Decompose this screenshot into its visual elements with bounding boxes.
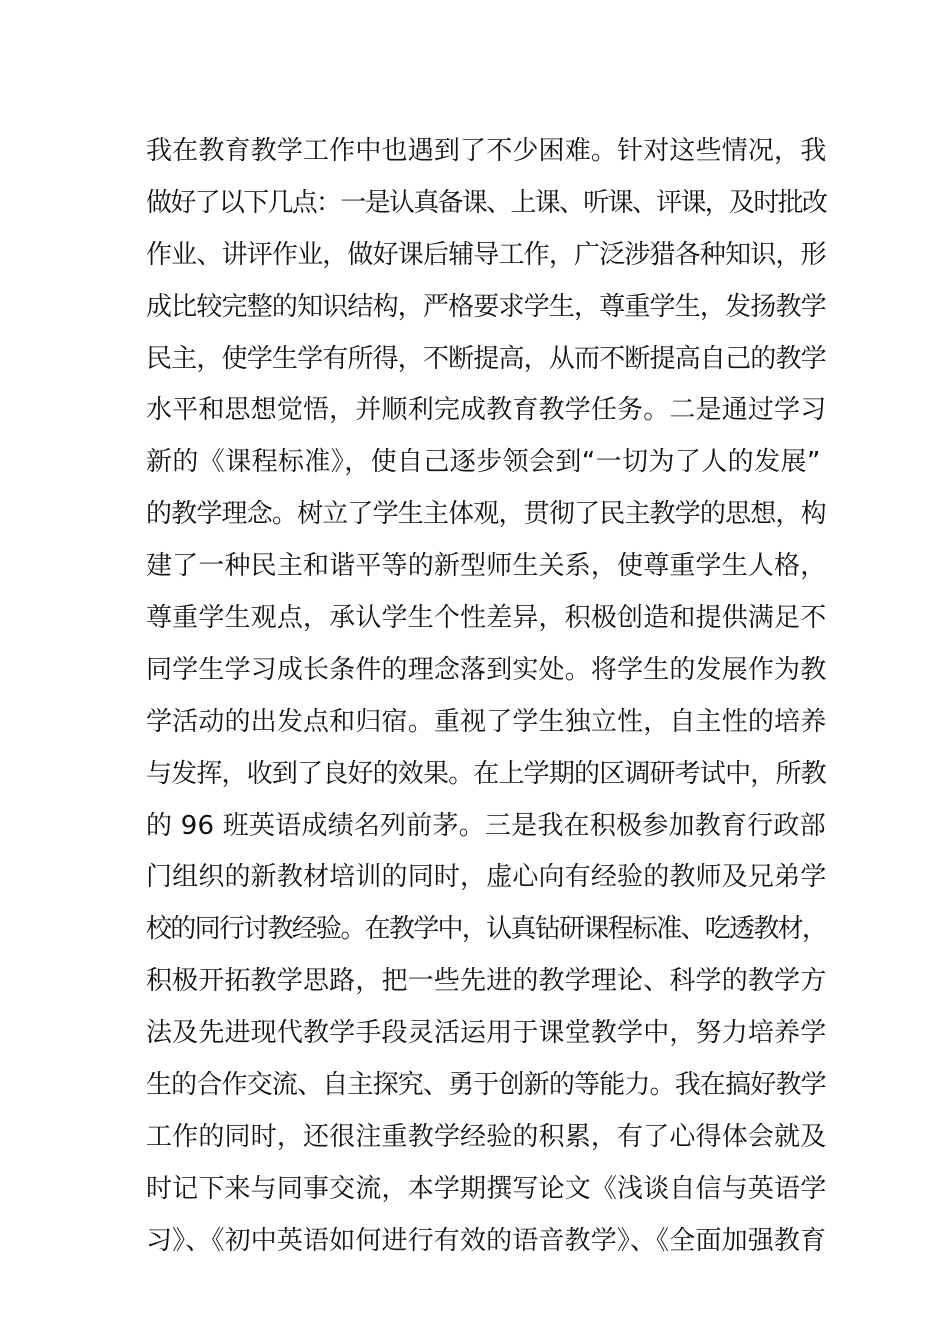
- text-line: 工作的同时，还很注重教学经验的积累，有了心得体会就及: [146, 1121, 827, 1152]
- text-line: 的 96 班英语成绩名列前茅。三是我在积极参加教育行政部: [146, 810, 826, 841]
- text-line: 学活动的出发点和归宿。重视了学生独立性，自主性的培养: [146, 706, 827, 737]
- text-line: 校的同行讨教经验。在教学中，认真钻研课程标准、吃透教材，: [146, 914, 827, 945]
- text-line: 积极开拓教学思路，把一些先进的教学理论、科学的教学方: [146, 966, 827, 997]
- text-line: 新的《课程标准》，使自己逐步领会到“一切为了人的发展”: [146, 447, 821, 478]
- text-line: 的教学理念。树立了学生主体观，贯彻了民主教学的思想，构: [146, 499, 826, 530]
- text-line: 生的合作交流、自主探究、勇于创新的等能力。我在搞好教学: [146, 1070, 826, 1101]
- text-line: 门组织的新教材培训的同时，虚心向有经验的教师及兄弟学: [146, 862, 827, 893]
- text-line: 民主，使学生学有所得，不断提高，从而不断提高自己的教学: [146, 343, 826, 374]
- text-line: 法及先进现代教学手段灵活运用于课堂教学中，努力培养学: [146, 1018, 827, 1049]
- text-line: 建了一种民主和谐平等的新型师生关系，使尊重学生人格，: [146, 551, 827, 582]
- text-line: 时记下来与同事交流，本学期撰写论文《浅谈自信与英语学: [146, 1173, 827, 1204]
- text-line: 作业、讲评作业，做好课后辅导工作，广泛涉猎各种知识，形: [146, 239, 826, 270]
- text-line: 我在教育教学工作中也遇到了不少困难。针对这些情况，我: [146, 136, 827, 166]
- text-line: 成比较完整的知识结构，严格要求学生，尊重学生，发扬教学: [146, 291, 826, 322]
- text-line: 与发挥，收到了良好的效果。在上学期的区调研考试中，所教: [146, 758, 826, 789]
- text-line: 尊重学生观点，承认学生个性差异，积极创造和提供满足不: [146, 603, 827, 634]
- body-text: [146, 126, 826, 1268]
- text-line: 做好了以下几点：一是认真备课、上课、听课、评课，及时批改: [146, 187, 827, 218]
- text-line: 水平和思想觉悟，并顺利完成教育教学任务。二是通过学习: [146, 395, 827, 426]
- text-line: 习》、《初中英语如何进行有效的语音教学》、《全面加强教育: [146, 1225, 827, 1256]
- text-line: 同学生学习成长条件的理念落到实处。将学生的发展作为教: [146, 654, 827, 685]
